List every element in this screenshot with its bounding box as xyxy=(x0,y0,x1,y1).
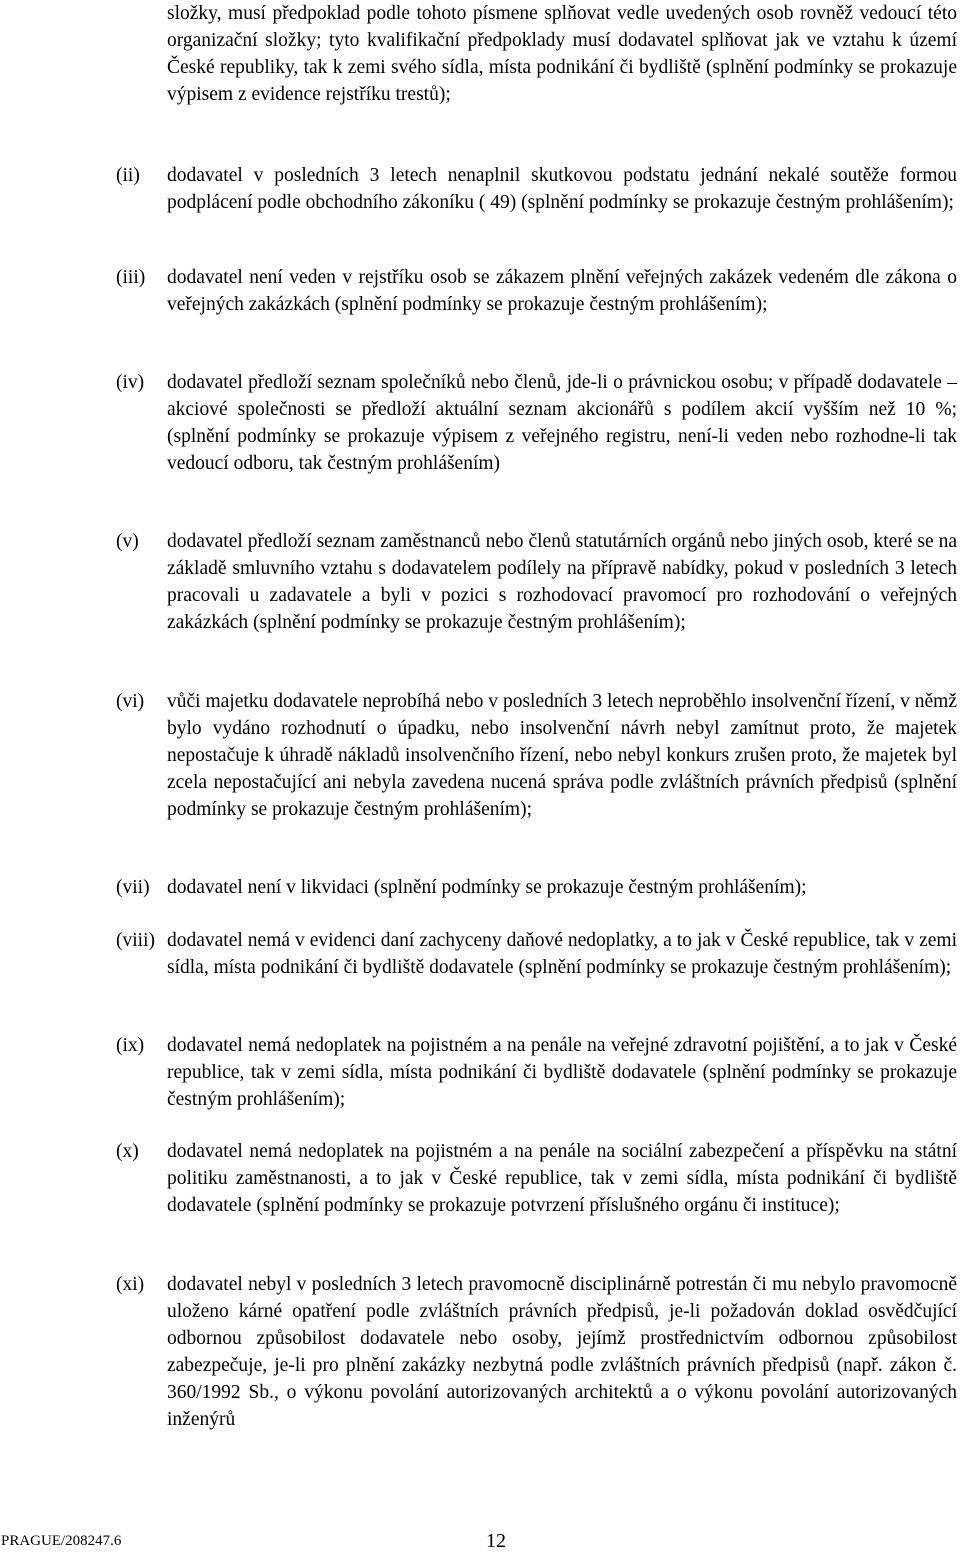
list-item-label: (v) xyxy=(116,531,139,552)
list-item-label: (iv) xyxy=(116,372,145,393)
list-item-label: (ix) xyxy=(116,1035,145,1056)
list-item-text: dodavatel není veden v rejstříku osob se zákazem plnění veřejných zakázek vedeném dle zákona o veřejných zakázkách (splnění podmínky se prokazuje čestným prohlášením); xyxy=(167,267,957,315)
list-item xyxy=(116,1032,957,1113)
document-reference: PRAGUE/208247.6 xyxy=(1,1533,122,1549)
list-item-label: (xi) xyxy=(116,1274,145,1295)
list-item-text: dodavatel nebyl v posledních 3 letech pravomocně disciplinárně potrestán či mu nebylo pravomocně uloženo kárné opatření podle zvláštních právních předpisů, je-li požadován doklad osvědčující odbornou způsobilost dodavatele nebo osoby, jejímž prostřednictvím odbornou způsobilost zabezpečuje, je-li pro plnění zakázky nezbytná podle zvláštních právních předpisů (např. zákon č. 360/1992 Sb., o výkonu povolání autorizovaných architektů a o výkonu povolání autorizovaných inženýrů xyxy=(167,1274,957,1430)
list-item-label: (x) xyxy=(116,1141,139,1162)
list-item xyxy=(116,369,957,477)
list-item-text: dodavatel nemá v evidenci daní zachyceny daňové nedoplatky, a to jak v České republice, tak v zemi sídla, místa podnikání či bydliště dodavatele (splnění podmínky se prokazuje čestným prohlášením); xyxy=(167,930,957,978)
list-item-label: (viii) xyxy=(116,930,155,951)
list-item-text: dodavatel není v likvidaci (splnění podmínky se prokazuje čestným prohlášením); xyxy=(167,877,807,898)
list-item-text: dodavatel nemá nedoplatek na pojistném a na penále na sociální zabezpečení a příspěvku na státní politiku zaměstnanosti, a to jak v České republice, tak v zemi sídla, místa podnikání či bydliště dodavatele (splnění podmínky se prokazuje potvrzení příslušného orgánu či instituce); xyxy=(167,1141,957,1216)
list-item xyxy=(116,1138,957,1219)
list-item xyxy=(116,162,957,216)
list-item-label: (vi) xyxy=(116,691,145,712)
list-item-text: dodavatel v posledních 3 letech nenaplnil skutkovou podstatu jednání nekalé soutěže formou podplácení podle obchodního zákoníku ( 49) (splnění podmínky se prokazuje čestným prohlášením); xyxy=(167,165,957,213)
list-item-label: (vii) xyxy=(116,877,150,898)
page-number: 12 xyxy=(486,1530,506,1552)
lead-paragraph: složky, musí předpoklad podle tohoto písmene splňovat vedle uvedených osob rovněž vedoucí této organizační složky; tyto kvalifikační předpoklady musí dodavatel splňovat jak ve vztahu k území České republiky, tak k zemi svého sídla, místa podnikání či bydliště (splnění podmínky se prokazuje výpisem z evidence rejstříku trestů); xyxy=(167,3,957,105)
list-item-text: dodavatel nemá nedoplatek na pojistném a na penále na veřejné zdravotní pojištění, a to jak v České republice, tak v zemi sídla, místa podnikání či bydliště dodavatele (splnění podmínky se prokazuje čestným prohlášením); xyxy=(167,1035,957,1110)
list-item-label: (ii) xyxy=(116,165,140,186)
list-item-text: dodavatel předloží seznam zaměstnanců nebo členů statutárních orgánů nebo jiných osob, které se na základě smluvního vztahu s dodavatelem podílely na přípravě nabídky, pokud v posledních 3 letech pracovali u zadavatele a byli v pozici s rozhodovací pravomocí pro rozhodování o veřejných zakázkách (splnění podmínky se prokazuje čestným prohlášením); xyxy=(167,531,957,633)
list-item-text: dodavatel předloží seznam společníků nebo členů, jde-li o právnickou osobu; v případě dodavatele – akciové společnosti se předloží aktuální seznam akcionářů s podílem akcií vyšším než 10 %; (splnění podmínky se prokazuje výpisem z veřejného registru, není-li veden nebo rozhodne-li tak vedoucí odboru, tak čestným prohlášením) xyxy=(167,372,957,474)
list-item xyxy=(116,927,957,981)
list-item xyxy=(116,688,957,823)
list-item-text: vůči majetku dodavatele neprobíhá nebo v posledních 3 letech neproběhlo insolvenční řízení, v němž bylo vydáno rozhodnutí o úpadku, nebo insolvenční návrh nebyl zamítnut proto, že majetek nepostačuje k úhradě nákladů insolvenčního řízení, nebo nebyl konkurs zrušen proto, že majetek byl zcela nepostačující ani nebyla zavedena nucená správa podle zvláštních právních předpisů (splnění podmínky se prokazuje čestným prohlášením); xyxy=(167,691,957,820)
list-item xyxy=(116,528,957,636)
list-item xyxy=(116,264,957,318)
list-item xyxy=(116,874,957,901)
list-item-label: (iii) xyxy=(116,267,146,288)
list-item xyxy=(116,1271,957,1433)
